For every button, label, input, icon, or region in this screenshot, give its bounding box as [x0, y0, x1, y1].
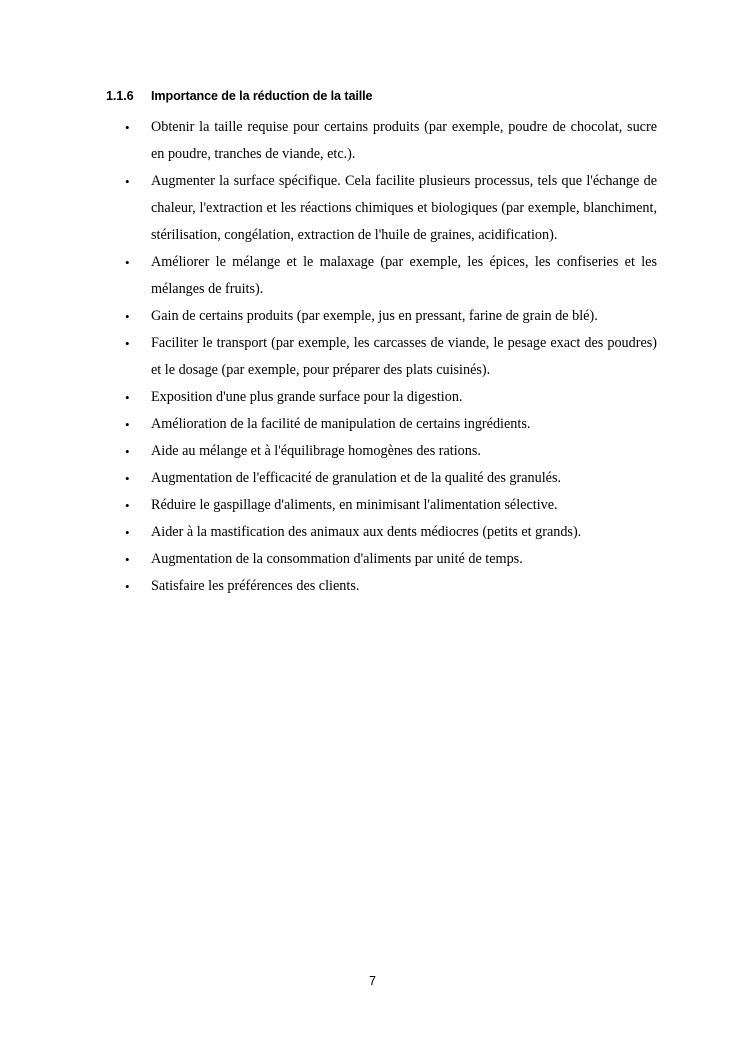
list-item	[125, 438, 657, 465]
bullet-icon: •	[125, 390, 130, 405]
list-item	[125, 519, 657, 546]
section-heading	[106, 89, 372, 103]
list-item-text: Augmenter la surface spécifique. Cela facilite plusieurs processus, tels que l'échange de chaleur, l'extraction et les réactions chimiques et biologiques (par exemple, blanchiment, stérilisation, congélation, extraction de l'huile de graines, acidification).	[151, 173, 657, 243]
list-item-text: Améliorer le mélange et le malaxage (par exemple, les épices, les confiseries et les mélanges de fruits).	[151, 254, 657, 297]
bullet-icon: •	[125, 255, 130, 270]
bullet-icon: •	[125, 525, 130, 540]
list-item	[125, 303, 657, 330]
list-item	[125, 114, 657, 168]
page-number: 7	[369, 974, 376, 988]
list-item	[125, 384, 657, 411]
list-item	[125, 330, 657, 384]
list-item	[125, 168, 657, 249]
bullet-icon: •	[125, 417, 130, 432]
list-item-text: Obtenir la taille requise pour certains produits (par exemple, poudre de chocolat, sucre en poudre, tranches de viande, etc.).	[151, 119, 657, 162]
bullet-icon: •	[125, 120, 130, 135]
list-item-text: Augmentation de l'efficacité de granulation et de la qualité des granulés.	[151, 470, 562, 486]
list-item-text: Aider à la mastification des animaux aux dents médiocres (petits et grands).	[151, 524, 582, 540]
list-item	[125, 492, 657, 519]
list-item	[125, 546, 657, 573]
bullet-icon: •	[125, 336, 130, 351]
list-item-text: Augmentation de la consommation d'aliments par unité de temps.	[151, 551, 523, 567]
section-number: 1.1.6	[106, 89, 134, 103]
list-item-text: Faciliter le transport (par exemple, les carcasses de viande, le pesage exact des poudres) et le dosage (par exemple, pour préparer des plats cuisinés).	[151, 335, 657, 378]
list-item-text: Satisfaire les préférences des clients.	[151, 578, 360, 594]
section-title: Importance de la réduction de la taille	[151, 89, 373, 103]
bullet-icon: •	[125, 579, 130, 594]
list-item-text: Amélioration de la facilité de manipulation de certains ingrédients.	[151, 416, 531, 432]
list-item	[125, 411, 657, 438]
list-item-text: Réduire le gaspillage d'aliments, en minimisant l'alimentation sélective.	[151, 497, 558, 513]
bullet-icon: •	[125, 498, 130, 513]
list-item-text: Exposition d'une plus grande surface pour la digestion.	[151, 389, 463, 405]
bullet-list	[125, 114, 657, 600]
list-item-text: Gain de certains produits (par exemple, jus en pressant, farine de grain de blé).	[151, 308, 598, 324]
list-item	[125, 249, 657, 303]
list-item	[125, 573, 657, 600]
bullet-icon: •	[125, 174, 130, 189]
bullet-icon: •	[125, 444, 130, 459]
bullet-icon: •	[125, 471, 130, 486]
bullet-icon: •	[125, 552, 130, 567]
list-item-text: Aide au mélange et à l'équilibrage homogènes des rations.	[151, 443, 481, 459]
bullet-icon: •	[125, 309, 130, 324]
list-item	[125, 465, 657, 492]
